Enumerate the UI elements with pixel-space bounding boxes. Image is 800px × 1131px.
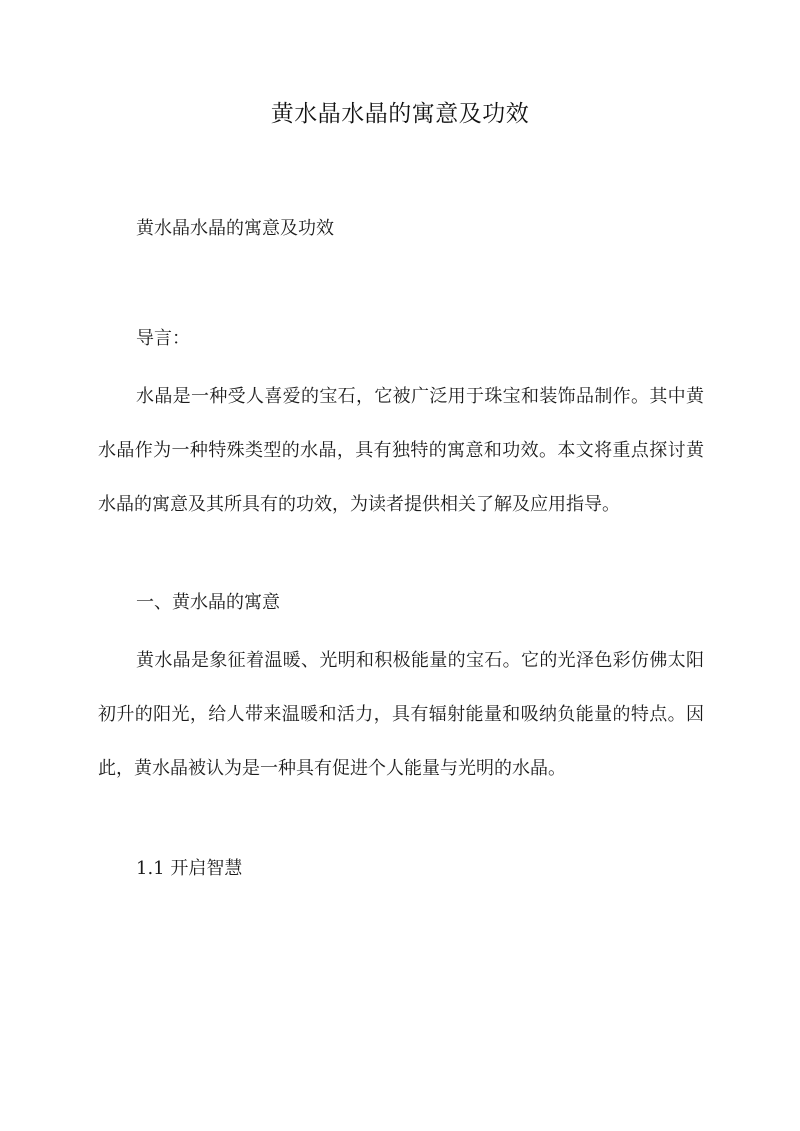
section-heading-meaning: 一、黄水晶的寓意 [136, 592, 280, 613]
intro-paragraph: 水晶是一种受人喜爱的宝石，它被广泛用于珠宝和装饰品制作。其中黄水晶作为一种特殊类型的水晶，具有独特的寓意和功效。本文将重点探讨黄水晶的寓意及其所具有的功效，为读者提供相关了解及应用指导。 [98, 386, 704, 515]
section-paragraph-meaning: 黄水晶是象征着温暖、光明和积极能量的宝石。它的光泽色彩仿佛太阳初升的阳光，给人带来温暖和活力，具有辐射能量和吸纳负能量的特点。因此，黄水晶被认为是一种具有促进个人能量与光明的水晶。 [98, 650, 704, 779]
document-subtitle: 黄水晶水晶的寓意及功效 [136, 218, 334, 239]
intro-heading: 导言： [136, 328, 190, 349]
subsection-heading-wisdom: 1.1 开启智慧 [136, 858, 243, 879]
document-title: 黄水晶水晶的寓意及功效 [270, 101, 530, 127]
